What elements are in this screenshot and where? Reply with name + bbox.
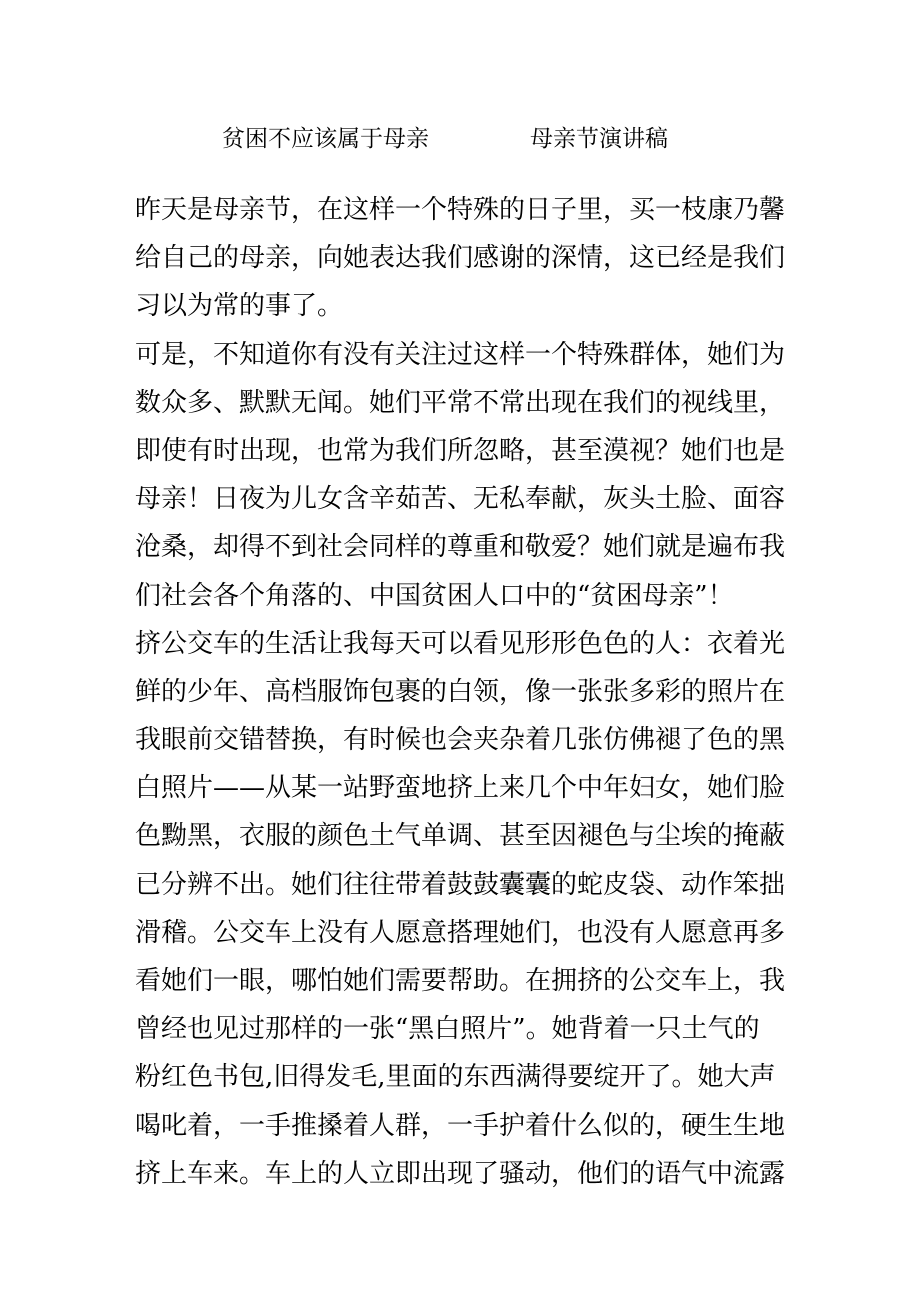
text-line: 们社会各个角落的、中国贫困人口中的“贫困母亲”！ xyxy=(135,580,734,611)
text-line: 已分辨不出。她们往往带着鼓鼓囊囊的蛇皮袋、动作笨拙 xyxy=(135,869,786,900)
text-line: 色黝黑，衣服的颜色土气单调、甚至因褪色与尘埃的掩蔽 xyxy=(135,821,786,852)
text-line: 挤公交车的生活让我每天可以看见形形色色的人：衣着光 xyxy=(135,628,786,659)
text-line: 滑稽。公交车上没有人愿意搭理她们，也没有人愿意再多 xyxy=(135,917,786,948)
text-line: 昨天是母亲节，在这样一个特殊的日子里，买一枝康乃馨 xyxy=(135,195,786,225)
text-line: 粉红色书包,旧得发毛,里面的东西满得要绽开了。她大声 xyxy=(135,1062,776,1093)
document-title: 贫困不应该属于母亲 xyxy=(222,126,429,152)
text-line: 我眼前交错替换，有时候也会夹杂着几张仿佛褪了色的黑 xyxy=(135,725,786,756)
text-line: 挤上车来。车上的人立即出现了骚动，他们的语气中流露 xyxy=(135,1158,786,1189)
text-line: 看她们一眼，哪怕她们需要帮助。在拥挤的公交车上，我 xyxy=(135,966,786,996)
document-subtitle: 母亲节演讲稿 xyxy=(530,126,668,152)
text-line: 给自己的母亲，向她表达我们感谢的深情，这已经是我们 xyxy=(135,243,786,274)
text-line: 习以为常的事了。 xyxy=(135,291,344,322)
text-line: 曾经也见过那样的一张“黑白照片”。她背着一只土气的 xyxy=(135,1014,760,1045)
text-line: 数众多、默默无闻。她们平常不常出现在我们的视线里， xyxy=(135,387,786,418)
text-line: 可是，不知道你有没有关注过这样一个特殊群体，她们为 xyxy=(135,339,786,370)
text-line: 白照片——从某一站野蛮地挤上来几个中年妇女，她们脸 xyxy=(135,773,786,804)
text-line: 即使有时出现，也常为我们所忽略，甚至漠视？她们也是 xyxy=(135,435,786,466)
text-line: 喝叱着，一手推搡着人群，一手护着什么似的，硬生生地 xyxy=(135,1110,786,1141)
text-line: 鲜的少年、高档服饰包裹的白领，像一张张多彩的照片在 xyxy=(135,676,786,707)
document-body xyxy=(135,186,795,1198)
text-line: 沧桑，却得不到社会同样的尊重和敬爱？她们就是遍布我 xyxy=(135,532,786,563)
text-line: 母亲！日夜为儿女含辛茹苦、无私奉献，灰头土脸、面容 xyxy=(135,484,786,515)
title-row xyxy=(0,119,920,159)
